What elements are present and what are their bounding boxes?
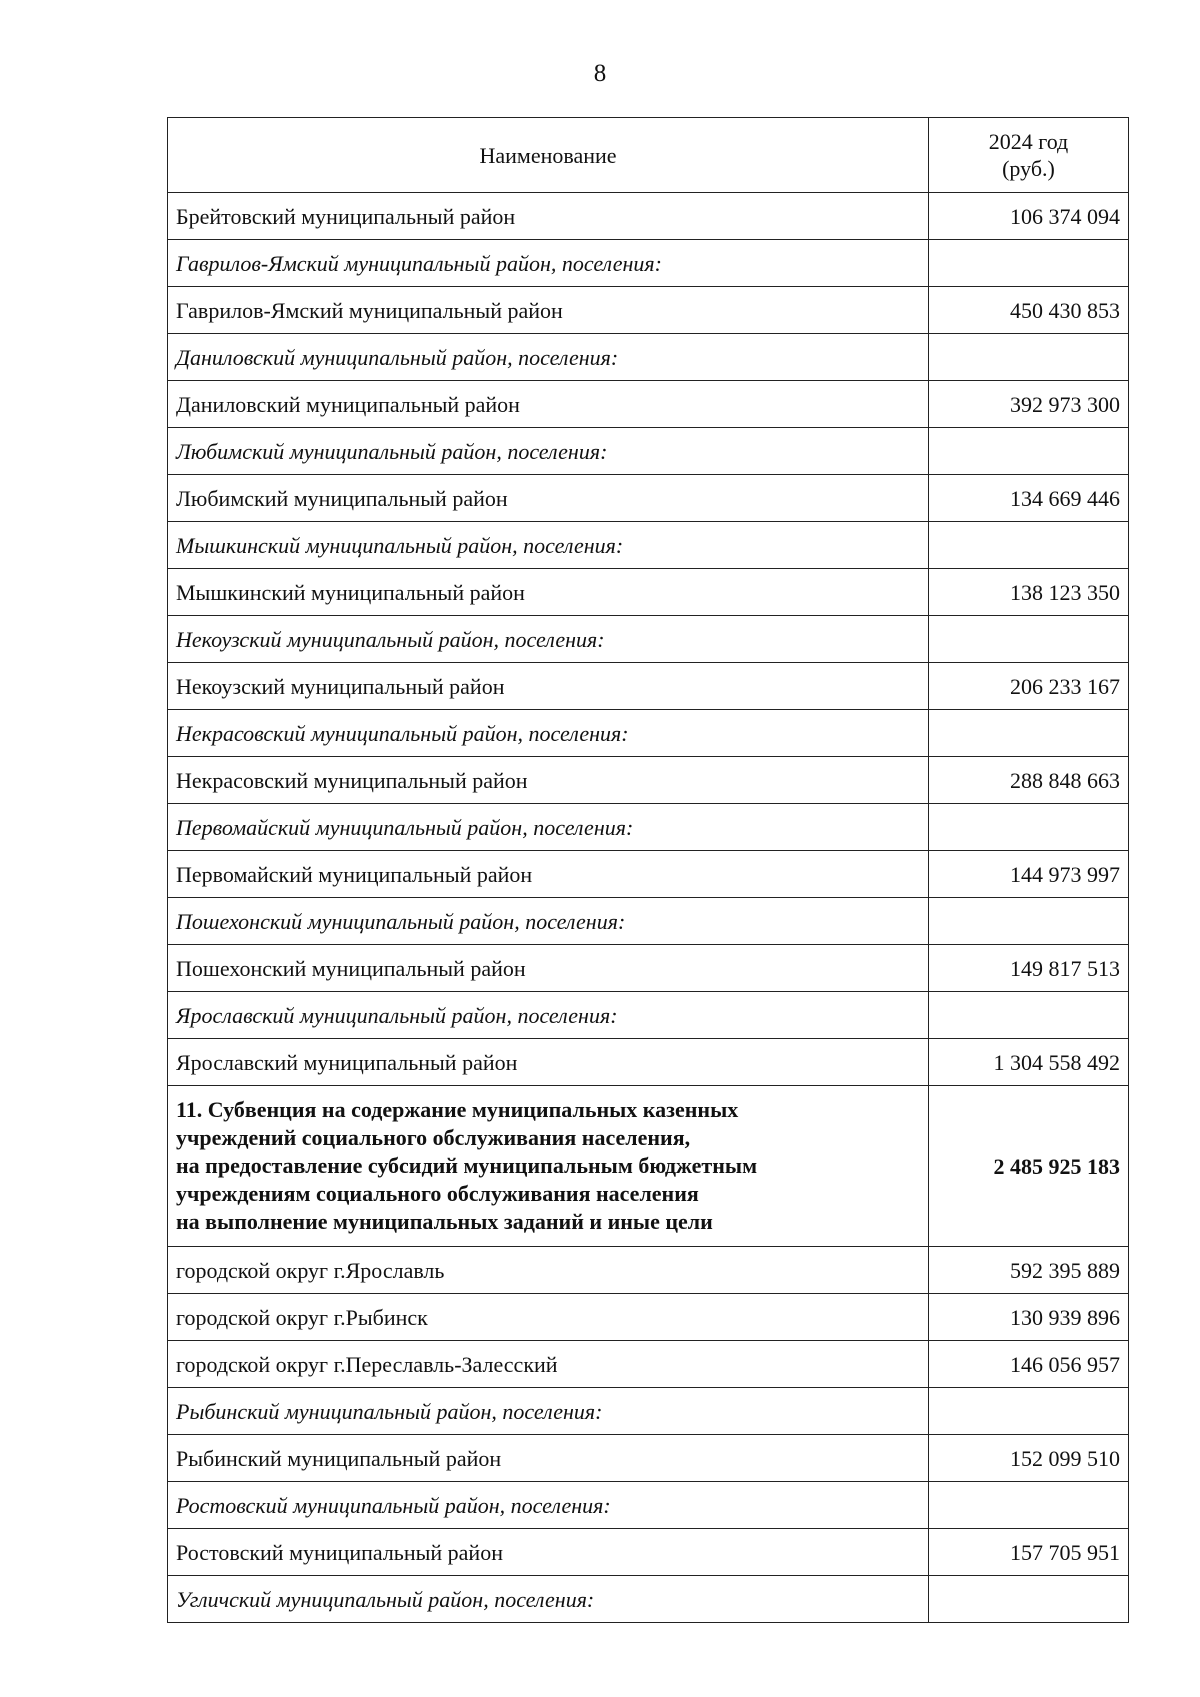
row-value-cell: 206 233 167 xyxy=(929,663,1129,710)
row-value-cell: 138 123 350 xyxy=(929,569,1129,616)
row-name-line: 11. Субвенция на содержание муниципальных казенных xyxy=(176,1097,739,1122)
row-value-cell xyxy=(929,240,1129,287)
row-name-line: учреждениям социального обслуживания населения xyxy=(176,1181,699,1206)
table-section-row xyxy=(168,804,1129,851)
row-name-cell: Угличский муниципальный район, поселения: xyxy=(168,1576,929,1623)
row-value-cell: 152 099 510 xyxy=(929,1435,1129,1482)
table-section-row xyxy=(168,334,1129,381)
table-row xyxy=(168,945,1129,992)
row-name-cell: Любимский муниципальный район, поселения: xyxy=(168,428,929,475)
row-value-cell: 144 973 997 xyxy=(929,851,1129,898)
row-value-cell: 146 056 957 xyxy=(929,1341,1129,1388)
row-value-cell xyxy=(929,898,1129,945)
table-row xyxy=(168,569,1129,616)
table-section-row xyxy=(168,710,1129,757)
table-row xyxy=(168,757,1129,804)
header-value-unit: (руб.) xyxy=(1002,156,1055,181)
row-value-cell xyxy=(929,1482,1129,1529)
row-name-line: учреждений социального обслуживания населения, xyxy=(176,1125,691,1150)
header-name-cell: Наименование xyxy=(168,118,929,193)
row-value-cell xyxy=(929,992,1129,1039)
row-value-cell xyxy=(929,334,1129,381)
row-name-cell: городской округ г.Рыбинск xyxy=(168,1294,929,1341)
header-value-year: 2024 год xyxy=(988,129,1069,154)
row-name-cell: Некоузский муниципальный район, поселения: xyxy=(168,616,929,663)
row-value-cell: 134 669 446 xyxy=(929,475,1129,522)
row-name-cell: Ярославский муниципальный район, поселения: xyxy=(168,992,929,1039)
table-section-row xyxy=(168,522,1129,569)
row-value-cell: 149 817 513 xyxy=(929,945,1129,992)
table-row xyxy=(168,1435,1129,1482)
row-name-cell xyxy=(168,1086,929,1247)
budget-table xyxy=(167,117,1129,1623)
row-name-cell: Рыбинский муниципальный район, поселения: xyxy=(168,1388,929,1435)
table-section-row xyxy=(168,1482,1129,1529)
table-section-row xyxy=(168,1388,1129,1435)
table-section-row xyxy=(168,240,1129,287)
table-section-row xyxy=(168,1576,1129,1623)
row-value-cell xyxy=(929,1388,1129,1435)
table-total-row xyxy=(168,1086,1129,1247)
row-value-cell: 1 304 558 492 xyxy=(929,1039,1129,1086)
row-name-cell: Гаврилов-Ямский муниципальный район xyxy=(168,287,929,334)
row-name-cell: Некоузский муниципальный район xyxy=(168,663,929,710)
row-name-cell: Гаврилов-Ямский муниципальный район, поселения: xyxy=(168,240,929,287)
row-value-cell: 130 939 896 xyxy=(929,1294,1129,1341)
row-value-cell xyxy=(929,710,1129,757)
row-name-line: на предоставление субсидий муниципальным бюджетным xyxy=(176,1153,758,1178)
table-row xyxy=(168,381,1129,428)
row-name-cell: Ярославский муниципальный район xyxy=(168,1039,929,1086)
row-name-cell: Некрасовский муниципальный район, поселения: xyxy=(168,710,929,757)
table-section-row xyxy=(168,428,1129,475)
table-row xyxy=(168,287,1129,334)
row-name-cell: Ростовский муниципальный район, поселения: xyxy=(168,1482,929,1529)
row-name-cell: Рыбинский муниципальный район xyxy=(168,1435,929,1482)
table-body xyxy=(168,118,1129,1623)
row-name-cell: Первомайский муниципальный район, поселения: xyxy=(168,804,929,851)
table-row xyxy=(168,1529,1129,1576)
row-name-cell: городской округ г.Переславль-Залесский xyxy=(168,1341,929,1388)
table-section-row xyxy=(168,616,1129,663)
row-name-cell: Некрасовский муниципальный район xyxy=(168,757,929,804)
row-value-cell xyxy=(929,1576,1129,1623)
table-row xyxy=(168,475,1129,522)
table-row xyxy=(168,1039,1129,1086)
row-value-cell: 2 485 925 183 xyxy=(929,1086,1129,1247)
row-value-cell xyxy=(929,522,1129,569)
row-name-cell: Мышкинский муниципальный район xyxy=(168,569,929,616)
page-number: 8 xyxy=(593,60,607,87)
row-name-cell: Первомайский муниципальный район xyxy=(168,851,929,898)
row-name-cell: Даниловский муниципальный район, поселения: xyxy=(168,334,929,381)
row-name-cell: Мышкинский муниципальный район, поселения: xyxy=(168,522,929,569)
table-row xyxy=(168,193,1129,240)
row-value-cell: 392 973 300 xyxy=(929,381,1129,428)
row-value-cell: 157 705 951 xyxy=(929,1529,1129,1576)
table-row xyxy=(168,1294,1129,1341)
row-value-cell: 288 848 663 xyxy=(929,757,1129,804)
table-section-row xyxy=(168,992,1129,1039)
row-name-cell: Пошехонский муниципальный район, поселения: xyxy=(168,898,929,945)
row-name-cell: Брейтовский муниципальный район xyxy=(168,193,929,240)
header-value-cell xyxy=(929,118,1129,193)
row-name-cell: Любимский муниципальный район xyxy=(168,475,929,522)
row-value-cell: 106 374 094 xyxy=(929,193,1129,240)
row-name-cell: Пошехонский муниципальный район xyxy=(168,945,929,992)
row-value-cell xyxy=(929,804,1129,851)
table-row xyxy=(168,663,1129,710)
row-value-cell: 450 430 853 xyxy=(929,287,1129,334)
row-name-cell: Ростовский муниципальный район xyxy=(168,1529,929,1576)
table-row xyxy=(168,1247,1129,1294)
row-value-cell: 592 395 889 xyxy=(929,1247,1129,1294)
table-section-row xyxy=(168,898,1129,945)
table-row xyxy=(168,1341,1129,1388)
row-name-line: на выполнение муниципальных заданий и иные цели xyxy=(176,1209,713,1234)
row-value-cell xyxy=(929,428,1129,475)
row-name-cell: городской округ г.Ярославль xyxy=(168,1247,929,1294)
table-row xyxy=(168,851,1129,898)
row-value-cell xyxy=(929,616,1129,663)
table-header-row xyxy=(168,118,1129,193)
row-name-cell: Даниловский муниципальный район xyxy=(168,381,929,428)
